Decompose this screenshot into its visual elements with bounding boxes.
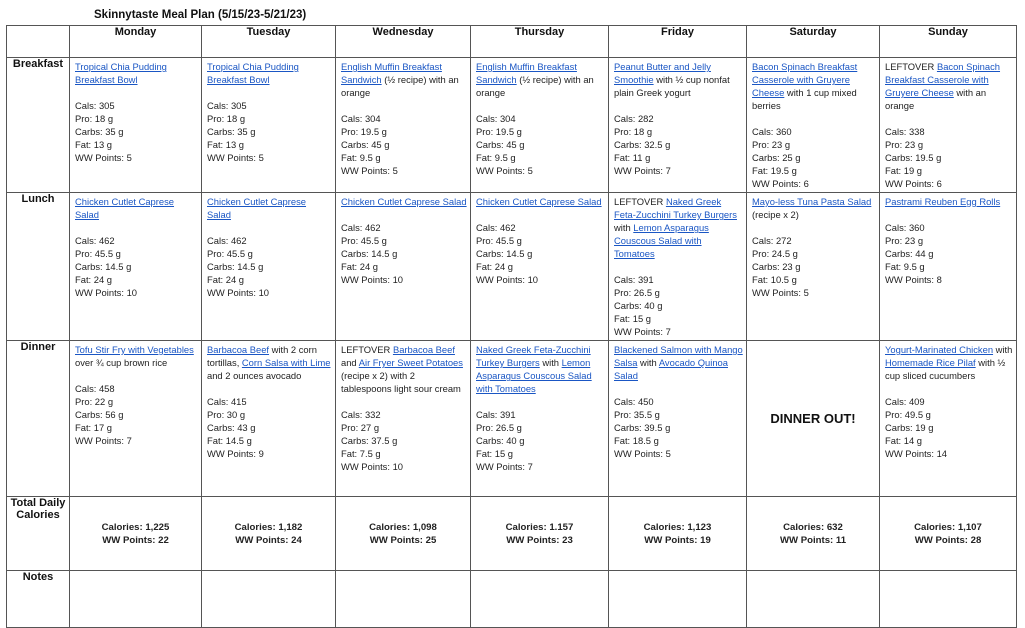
fat-value: Fat: 14 g bbox=[885, 435, 923, 446]
recipe-link[interactable]: Chicken Cutlet Caprese Salad bbox=[75, 196, 175, 220]
fat-value: Fat: 13 g bbox=[75, 139, 113, 150]
breakfast-cell bbox=[471, 58, 609, 193]
meal-description bbox=[341, 195, 467, 208]
row-label-breakfast: Breakfast bbox=[7, 58, 70, 193]
calories-value: Cals: 360 bbox=[885, 222, 925, 233]
ww-points-value: WW Points: 7 bbox=[75, 435, 132, 446]
meal-description bbox=[207, 195, 332, 221]
row-label-dinner: Dinner bbox=[7, 341, 70, 497]
nutrition-info bbox=[207, 99, 332, 164]
breakfast-cell-content bbox=[336, 58, 470, 179]
lunch-cell-content bbox=[747, 193, 879, 301]
protein-value: Pro: 45.5 g bbox=[476, 235, 522, 246]
meal-suffix: with 1 cup mixed berries bbox=[752, 87, 857, 111]
protein-value: Pro: 30 g bbox=[207, 409, 246, 420]
meal-suffix: (½ recipe) with an orange bbox=[341, 74, 459, 98]
lunch-cell-content bbox=[70, 193, 201, 301]
recipe-link[interactable]: Avocado Quinoa Salad bbox=[614, 357, 728, 381]
meal-suffix: (recipe x 2) bbox=[752, 209, 799, 220]
corner-cell bbox=[7, 26, 70, 58]
recipe-link[interactable]: Barbacoa Beef bbox=[207, 344, 270, 355]
meal-suffix: and 2 ounces avocado bbox=[207, 370, 302, 381]
spacer bbox=[341, 99, 467, 112]
total-ww-points: WW Points: 25 bbox=[369, 534, 437, 546]
ww-points-value: WW Points: 5 bbox=[341, 165, 398, 176]
calories-value: Cals: 415 bbox=[207, 396, 247, 407]
total-calories: Calories: 1.157 bbox=[505, 521, 574, 533]
carbs-value: Carbs: 25 g bbox=[752, 152, 801, 163]
recipe-link[interactable]: Chicken Cutlet Caprese Salad bbox=[341, 196, 467, 207]
nutrition-info bbox=[207, 395, 332, 460]
recipe-link[interactable]: Homemade Rice Pilaf bbox=[885, 357, 976, 368]
carbs-value: Carbs: 45 g bbox=[341, 139, 390, 150]
nutrition-info bbox=[885, 395, 1013, 460]
daily-total-cell bbox=[747, 497, 880, 571]
carbs-value: Carbs: 43 g bbox=[207, 422, 256, 433]
notes-cell[interactable] bbox=[202, 571, 336, 628]
total-ww-points: WW Points: 24 bbox=[235, 534, 302, 546]
ww-points-value: WW Points: 9 bbox=[207, 448, 264, 459]
day-header-tuesday: Tuesday bbox=[202, 26, 336, 58]
spacer bbox=[75, 86, 198, 99]
recipe-link[interactable]: English Muffin Breakfast Sandwich bbox=[341, 61, 442, 85]
ww-points-value: WW Points: 14 bbox=[885, 448, 947, 459]
spacer bbox=[341, 395, 467, 408]
calories-value: Cals: 360 bbox=[752, 126, 792, 137]
protein-value: Pro: 45.5 g bbox=[207, 248, 253, 259]
dinner-cell bbox=[880, 341, 1017, 497]
spacer bbox=[476, 99, 605, 112]
recipe-link[interactable]: Yogurt-Marinated Chicken bbox=[885, 344, 994, 355]
lunch-row bbox=[7, 193, 1017, 341]
meal-connector: with 2 corn tortillas, bbox=[207, 344, 317, 368]
carbs-value: Carbs: 35 g bbox=[207, 126, 256, 137]
meal-description bbox=[476, 343, 605, 395]
fat-value: Fat: 24 g bbox=[476, 261, 514, 272]
meal-suffix: (recipe x 2) with 2 tablespoons light sour cream bbox=[341, 370, 461, 394]
breakfast-row bbox=[7, 58, 1017, 193]
spacer bbox=[476, 395, 605, 408]
notes-cell[interactable] bbox=[880, 571, 1017, 628]
carbs-value: Carbs: 37.5 g bbox=[341, 435, 398, 446]
carbs-value: Carbs: 14.5 g bbox=[476, 248, 533, 259]
breakfast-cell-content bbox=[471, 58, 608, 179]
recipe-link[interactable]: Peanut Butter and Jelly Smoothie bbox=[614, 61, 711, 85]
ww-points-value: WW Points: 7 bbox=[476, 461, 533, 472]
nutrition-info bbox=[341, 408, 467, 473]
carbs-value: Carbs: 14.5 g bbox=[207, 261, 264, 272]
recipe-link[interactable]: Mayo-less Tuna Pasta Salad bbox=[752, 196, 872, 207]
calories-value: Cals: 332 bbox=[341, 409, 381, 420]
spacer bbox=[614, 382, 743, 395]
breakfast-cell-content bbox=[70, 58, 201, 166]
totals-row bbox=[7, 497, 1017, 571]
lunch-cell-content bbox=[202, 193, 335, 301]
meal-connector: with bbox=[614, 222, 634, 233]
meal-description bbox=[885, 343, 1013, 382]
meal-suffix: over ¾ cup brown rice bbox=[75, 357, 168, 368]
calories-value: Cals: 304 bbox=[476, 113, 516, 124]
recipe-link[interactable]: Naked Greek Feta-Zucchini Turkey Burgers bbox=[614, 196, 737, 220]
header-row bbox=[7, 26, 1017, 58]
lunch-cell bbox=[70, 193, 202, 341]
breakfast-cell bbox=[880, 58, 1017, 193]
lunch-cell bbox=[880, 193, 1017, 341]
meal-description bbox=[341, 60, 467, 99]
total-ww-points: WW Points: 28 bbox=[914, 534, 982, 546]
ww-points-value: WW Points: 5 bbox=[75, 152, 132, 163]
calories-value: Cals: 462 bbox=[476, 222, 516, 233]
ww-points-value: WW Points: 10 bbox=[476, 274, 538, 285]
dinner-cell bbox=[70, 341, 202, 497]
row-label-notes: Notes bbox=[7, 571, 70, 628]
daily-total-cell bbox=[471, 497, 609, 571]
nutrition-info bbox=[207, 234, 332, 299]
dinner-cell bbox=[336, 341, 471, 497]
carbs-value: Carbs: 56 g bbox=[75, 409, 124, 420]
row-label-totals: Total Daily Calories bbox=[7, 497, 70, 571]
total-ww-points: WW Points: 23 bbox=[506, 534, 573, 546]
dinner-cell-content bbox=[880, 341, 1016, 462]
meal-suffix: with ½ cup sliced cucumbers bbox=[885, 357, 1006, 381]
meal-description bbox=[476, 60, 605, 99]
total-calories: Calories: 1,182 bbox=[234, 521, 303, 533]
protein-value: Pro: 22 g bbox=[75, 396, 114, 407]
protein-value: Pro: 23 g bbox=[752, 139, 791, 150]
protein-value: Pro: 18 g bbox=[75, 113, 114, 124]
ww-points-value: WW Points: 5 bbox=[476, 165, 533, 176]
breakfast-cell-content bbox=[202, 58, 335, 166]
protein-value: Pro: 18 g bbox=[207, 113, 246, 124]
notes-cell[interactable] bbox=[471, 571, 609, 628]
nutrition-info bbox=[476, 408, 605, 473]
dinner-row bbox=[7, 341, 1017, 497]
calories-value: Cals: 305 bbox=[207, 100, 247, 111]
protein-value: Pro: 45.5 g bbox=[75, 248, 121, 259]
meal-connector: with bbox=[539, 357, 562, 368]
meal-connector: with bbox=[993, 344, 1013, 355]
dinner-cell-content bbox=[336, 341, 470, 475]
calories-value: Cals: 304 bbox=[341, 113, 381, 124]
meal-description bbox=[614, 195, 743, 260]
meal-description bbox=[207, 343, 332, 382]
carbs-value: Carbs: 35 g bbox=[75, 126, 124, 137]
meal-description bbox=[752, 60, 876, 112]
fat-value: Fat: 15 g bbox=[476, 448, 514, 459]
fat-value: Fat: 7.5 g bbox=[341, 448, 381, 459]
ww-points-value: WW Points: 5 bbox=[207, 152, 264, 163]
nutrition-info bbox=[341, 221, 467, 286]
day-header-thursday: Thursday bbox=[471, 26, 609, 58]
meal-description bbox=[341, 343, 467, 395]
recipe-link[interactable]: Air Fryer Sweet Potatoes bbox=[358, 357, 463, 368]
spacer bbox=[207, 86, 332, 99]
breakfast-cell bbox=[609, 58, 747, 193]
lunch-cell bbox=[471, 193, 609, 341]
carbs-value: Carbs: 19 g bbox=[885, 422, 934, 433]
breakfast-cell-content bbox=[880, 58, 1016, 192]
total-calories: Calories: 1,225 bbox=[101, 521, 170, 533]
breakfast-cell bbox=[70, 58, 202, 193]
ww-points-value: WW Points: 10 bbox=[341, 274, 403, 285]
meal-suffix: with an orange bbox=[885, 87, 987, 111]
fat-value: Fat: 11 g bbox=[614, 152, 651, 163]
fat-value: Fat: 24 g bbox=[75, 274, 113, 285]
meal-prefix: LEFTOVER bbox=[885, 61, 937, 72]
nutrition-info bbox=[614, 112, 743, 177]
ww-points-value: WW Points: 7 bbox=[614, 326, 671, 337]
protein-value: Pro: 19.5 g bbox=[341, 126, 387, 137]
meal-description bbox=[476, 195, 605, 208]
nutrition-info bbox=[476, 221, 605, 286]
fat-value: Fat: 17 g bbox=[75, 422, 113, 433]
meal-plan-table bbox=[6, 25, 1017, 628]
carbs-value: Carbs: 39.5 g bbox=[614, 422, 671, 433]
nutrition-info bbox=[614, 273, 743, 338]
total-calories: Calories: 1,107 bbox=[914, 521, 982, 533]
calories-value: Cals: 272 bbox=[752, 235, 792, 246]
breakfast-cell bbox=[336, 58, 471, 193]
calories-value: Cals: 391 bbox=[614, 274, 654, 285]
meal-description bbox=[75, 343, 198, 369]
protein-value: Pro: 26.5 g bbox=[614, 287, 660, 298]
lunch-cell-content bbox=[609, 193, 746, 340]
fat-value: Fat: 9.5 g bbox=[476, 152, 516, 163]
fat-value: Fat: 9.5 g bbox=[341, 152, 381, 163]
recipe-link[interactable]: Tofu Stir Fry with Vegetables bbox=[75, 344, 194, 355]
carbs-value: Carbs: 40 g bbox=[614, 300, 663, 311]
breakfast-cell-content bbox=[747, 58, 879, 192]
carbs-value: Carbs: 32.5 g bbox=[614, 139, 671, 150]
recipe-link[interactable]: Chicken Cutlet Caprese Salad bbox=[476, 196, 602, 207]
nutrition-info bbox=[752, 234, 876, 299]
dinner-cell bbox=[609, 341, 747, 497]
meal-description bbox=[614, 343, 743, 382]
nutrition-info bbox=[885, 125, 1013, 190]
protein-value: Pro: 23 g bbox=[885, 139, 924, 150]
spacer bbox=[614, 99, 743, 112]
meal-prefix: LEFTOVER bbox=[341, 344, 393, 355]
ww-points-value: WW Points: 10 bbox=[75, 287, 137, 298]
recipe-link[interactable]: Tropical Chia Pudding Breakfast Bowl bbox=[75, 61, 167, 85]
protein-value: Pro: 49.5 g bbox=[885, 409, 931, 420]
day-header-monday: Monday bbox=[70, 26, 202, 58]
carbs-value: Carbs: 44 g bbox=[885, 248, 934, 259]
meal-description bbox=[207, 60, 332, 86]
notes-cell[interactable] bbox=[336, 571, 471, 628]
fat-value: Fat: 13 g bbox=[207, 139, 245, 150]
recipe-link[interactable]: Barbacoa Beef bbox=[392, 344, 455, 355]
spacer bbox=[752, 221, 876, 234]
lunch-cell-content bbox=[336, 193, 470, 288]
day-header-saturday: Saturday bbox=[747, 26, 880, 58]
lunch-cell bbox=[609, 193, 747, 341]
lunch-cell-content bbox=[880, 193, 1016, 288]
recipe-link[interactable]: Lemon Asparagus Couscous Salad with Tomatoes bbox=[614, 222, 709, 259]
spacer bbox=[885, 112, 1013, 125]
fat-value: Fat: 24 g bbox=[341, 261, 379, 272]
nutrition-info bbox=[75, 382, 198, 447]
carbs-value: Carbs: 23 g bbox=[752, 261, 801, 272]
total-ww-points: WW Points: 22 bbox=[102, 534, 169, 546]
calories-value: Cals: 391 bbox=[476, 409, 516, 420]
fat-value: Fat: 9.5 g bbox=[885, 261, 925, 272]
fat-value: Fat: 19.5 g bbox=[752, 165, 797, 176]
meal-description bbox=[752, 195, 876, 221]
lunch-cell-content bbox=[471, 193, 608, 288]
fat-value: Fat: 18.5 g bbox=[614, 435, 659, 446]
recipe-link[interactable]: Naked Greek Feta-Zucchini Turkey Burgers bbox=[476, 344, 591, 368]
carbs-value: Carbs: 45 g bbox=[476, 139, 525, 150]
daily-total-cell bbox=[609, 497, 747, 571]
ww-points-value: WW Points: 6 bbox=[885, 178, 942, 189]
spacer bbox=[341, 208, 467, 221]
fat-value: Fat: 14.5 g bbox=[207, 435, 252, 446]
recipe-link[interactable]: Corn Salsa with Lime bbox=[241, 357, 331, 368]
calories-value: Cals: 409 bbox=[885, 396, 925, 407]
meal-prefix: LEFTOVER bbox=[614, 196, 666, 207]
calories-value: Cals: 450 bbox=[614, 396, 654, 407]
total-calories: Calories: 1,123 bbox=[643, 521, 712, 533]
carbs-value: Carbs: 14.5 g bbox=[341, 248, 398, 259]
meal-description bbox=[885, 60, 1013, 112]
notes-cell[interactable] bbox=[70, 571, 202, 628]
day-header-sunday: Sunday bbox=[880, 26, 1017, 58]
nutrition-info bbox=[75, 99, 198, 164]
meal-connector: and bbox=[341, 357, 359, 368]
meal-description bbox=[614, 60, 743, 99]
ww-points-value: WW Points: 10 bbox=[207, 287, 269, 298]
recipe-link[interactable]: Tropical Chia Pudding Breakfast Bowl bbox=[207, 61, 299, 85]
page-title: Skinnytaste Meal Plan (5/15/23-5/21/23) bbox=[94, 9, 307, 21]
daily-total-cell bbox=[336, 497, 471, 571]
lunch-cell bbox=[202, 193, 336, 341]
ww-points-value: WW Points: 7 bbox=[614, 165, 671, 176]
ww-points-value: WW Points: 8 bbox=[885, 274, 942, 285]
protein-value: Pro: 23 g bbox=[885, 235, 924, 246]
notes-cell[interactable] bbox=[609, 571, 747, 628]
carbs-value: Carbs: 40 g bbox=[476, 435, 525, 446]
recipe-link[interactable]: Lemon Asparagus Couscous Salad with Tomatoes bbox=[476, 357, 592, 394]
protein-value: Pro: 24.5 g bbox=[752, 248, 798, 259]
carbs-value: Carbs: 14.5 g bbox=[75, 261, 132, 272]
dinner-cell-content bbox=[471, 341, 608, 475]
calories-value: Cals: 462 bbox=[341, 222, 381, 233]
meal-description bbox=[885, 195, 1013, 208]
calories-value: Cals: 282 bbox=[614, 113, 654, 124]
meal-description bbox=[75, 195, 198, 221]
protein-value: Pro: 19.5 g bbox=[476, 126, 522, 137]
dinner-cell-content bbox=[70, 341, 201, 449]
fat-value: Fat: 15 g bbox=[614, 313, 652, 324]
calories-value: Cals: 462 bbox=[207, 235, 247, 246]
breakfast-cell bbox=[747, 58, 880, 193]
spacer bbox=[75, 369, 198, 382]
day-header-wednesday: Wednesday bbox=[336, 26, 471, 58]
spacer bbox=[752, 112, 876, 125]
meal-description bbox=[75, 60, 198, 86]
recipe-link[interactable]: Pastrami Reuben Egg Rolls bbox=[885, 196, 1001, 207]
spacer bbox=[207, 221, 332, 234]
spacer bbox=[614, 260, 743, 273]
total-calories: Calories: 1,098 bbox=[369, 521, 437, 533]
nutrition-info bbox=[614, 395, 743, 460]
ww-points-value: WW Points: 10 bbox=[341, 461, 403, 472]
calories-value: Cals: 338 bbox=[885, 126, 925, 137]
dinner-cell bbox=[471, 341, 609, 497]
ww-points-value: WW Points: 5 bbox=[752, 287, 809, 298]
total-calories: Calories: 632 bbox=[783, 521, 843, 533]
dinner-out-cell: DINNER OUT! bbox=[747, 341, 880, 497]
protein-value: Pro: 26.5 g bbox=[476, 422, 522, 433]
spacer bbox=[75, 221, 198, 234]
nutrition-info bbox=[752, 125, 876, 190]
dinner-cell bbox=[202, 341, 336, 497]
total-ww-points: WW Points: 11 bbox=[779, 534, 847, 546]
day-header-friday: Friday bbox=[609, 26, 747, 58]
meal-suffix: with ½ cup nonfat plain Greek yogurt bbox=[614, 74, 730, 98]
dinner-cell-content bbox=[202, 341, 335, 462]
nutrition-info bbox=[75, 234, 198, 299]
protein-value: Pro: 27 g bbox=[341, 422, 380, 433]
daily-total-cell bbox=[202, 497, 336, 571]
recipe-link[interactable]: Blackened Salmon with Mango Salsa bbox=[614, 344, 743, 368]
spacer bbox=[476, 208, 605, 221]
breakfast-cell-content bbox=[609, 58, 746, 179]
daily-total-cell bbox=[70, 497, 202, 571]
calories-value: Cals: 462 bbox=[75, 235, 115, 246]
calories-value: Cals: 305 bbox=[75, 100, 115, 111]
spacer bbox=[885, 382, 1013, 395]
fat-value: Fat: 10.5 g bbox=[752, 274, 797, 285]
meal-suffix: (½ recipe) with an orange bbox=[476, 74, 594, 98]
notes-row bbox=[7, 571, 1017, 628]
daily-total-cell bbox=[880, 497, 1017, 571]
recipe-link[interactable]: English Muffin Breakfast Sandwich bbox=[476, 61, 577, 85]
lunch-cell bbox=[336, 193, 471, 341]
row-label-lunch: Lunch bbox=[7, 193, 70, 341]
breakfast-cell bbox=[202, 58, 336, 193]
notes-cell[interactable] bbox=[747, 571, 880, 628]
protein-value: Pro: 45.5 g bbox=[341, 235, 387, 246]
fat-value: Fat: 19 g bbox=[885, 165, 923, 176]
ww-points-value: WW Points: 5 bbox=[614, 448, 671, 459]
protein-value: Pro: 18 g bbox=[614, 126, 653, 137]
dinner-cell-content bbox=[609, 341, 746, 462]
meal-connector: with bbox=[637, 357, 659, 368]
spacer bbox=[885, 208, 1013, 221]
spacer bbox=[207, 382, 332, 395]
nutrition-info bbox=[885, 221, 1013, 286]
nutrition-info bbox=[341, 112, 467, 177]
recipe-link[interactable]: Bacon Spinach Breakfast Casserole with Gruyere Cheese bbox=[752, 61, 858, 98]
protein-value: Pro: 35.5 g bbox=[614, 409, 660, 420]
fat-value: Fat: 24 g bbox=[207, 274, 245, 285]
nutrition-info bbox=[476, 112, 605, 177]
ww-points-value: WW Points: 6 bbox=[752, 178, 809, 189]
carbs-value: Carbs: 19.5 g bbox=[885, 152, 942, 163]
recipe-link[interactable]: Chicken Cutlet Caprese Salad bbox=[207, 196, 307, 220]
total-ww-points: WW Points: 19 bbox=[644, 534, 711, 546]
calories-value: Cals: 458 bbox=[75, 383, 115, 394]
recipe-link[interactable]: Bacon Spinach Breakfast Casserole with Gruyere Cheese bbox=[885, 61, 1001, 98]
lunch-cell bbox=[747, 193, 880, 341]
